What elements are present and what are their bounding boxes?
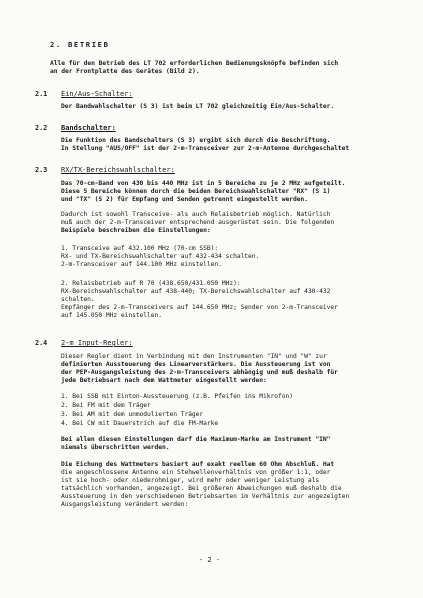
section-2-1-title: Ein/Aus-Schalter: [61,90,133,98]
heading-number: 2. [50,40,62,49]
intro-line-1: Alle für den Betrieb des LT 702 erforderlichen Bedienungsknöpfe befinden sich [50,60,339,67]
page-number: - 2 - [199,556,221,564]
section-2-3-p1-line-1: Das 70-cm-Band von 430 bis 440 MHz ist in 5 Bereiche zu je 2 MHz aufgeteilt. [61,180,346,187]
section-2-2-title: Bandschalter: [61,124,116,132]
section-2-4-p2-line-2: niemals überschritten werden. [61,444,170,451]
section-2-2-line-1: Die Funktion des Bandschalters (S 3) ergibt sich durch die Beschriftung. [61,137,331,144]
section-2-4-p1-line-2: definierten Aussteuerung des Linearverstärkers. Die Aussteuerung ist von [61,361,331,368]
section-2-2-number: 2.2 [35,124,48,132]
section-2-4-p3-line-1: Die Eichung des Wattmeters basiert auf exakt reellem 60 Ohm Abschluß. Hat [61,461,335,468]
section-2-3-p2-line-2: muß auch der 2-m-Transceiver entsprechend ausgerüstet sein. Die folgenden [61,219,335,226]
section-2-4-p3-line-3: ist sie hoch- oder niederohmiger, wird mehr oder weniger Leistung als [61,477,320,484]
section-2-4-p3-line-5: Aussteuerung in den verschiedenen Betriebsarten im Verhältnis zur angezeigten [61,493,350,500]
list-item-1: 1. Bei SSB mit Einton-Aussteuerung (z.B. Pfeifen ins Mikrofon) [61,393,293,400]
example-1-line-1: 1. Transceive auf 432.100 MHz (70-cm SSB): [61,245,219,252]
example-2-line-4: Empfänger des 2-m-Transceivers auf 144.650 MHz; Sender von 2-m-Transceiver [61,304,338,311]
section-2-3-number: 2.3 [35,166,48,174]
section-2-3-p2-line-3: Beispiele beschreiben die Einstellungen: [61,227,211,234]
example-2-line-5: auf 145.050 MHz einstellen. [61,312,163,319]
section-2-4-p1-line-4: jede Betriebsart nach dem Wattmeter eingestellt werden: [61,377,267,384]
intro-line-2: an der Frontplatte des Gerätes (Bild 2). [50,68,200,75]
section-2-4-p3-line-4: tatsächlich vorhanden, angezeigt. Bei größeren Abweichungen muß deshalb die [61,485,342,492]
section-2-2-line-2: In Stellung "AUS/OFF" ist der 2-m-Transceiver zur 2-m-Antenne durchgeschaltet [61,145,350,152]
section-2-1-text: Der Bandwahlschalter (S 3) ist beim LT 702 gleichzeitig Ein/Aus-Schalter. [61,103,335,110]
example-2-line-2: RX-Bereichswahlschalter auf 438-440; TX-Bereichswahlschalter auf 430-432 [61,288,331,295]
section-2-3-title: RX/TX-Bereichswahlschalter: [61,166,175,174]
section-2-1-number: 2.1 [35,90,48,98]
heading-title: BETRIEB [68,40,110,49]
section-2-4-p1-line-3: der PEP-Ausgangsleistung des 2-m-Transceivers abhängig und muß deshalb für [61,369,338,376]
section-2-4-number: 2.4 [35,339,48,347]
section-2-4-p2-line-1: Bei allen diesen Einstellungen darf die Maximum-Marke am Instrument "IN" [61,436,331,443]
section-2-4-p3-line-2: die angeschlossene Antenne ein Stehwellenverhältnis von größer 1:1, oder [61,469,331,476]
section-2-4-title: 2-m Input-Regler: [61,339,133,347]
example-1-line-3: 2-m-Transceiver auf 144.100 MHz einstellen. [61,261,222,268]
section-2-3-p1-line-2: Diese 5 Bereiche können durch die beiden Bereichswahlschalter "RX" (S 1) [61,188,331,195]
section-2-3-p2-line-1: Dadurch ist sowohl Transceive- als auch Relaisbetrieb möglich. Natürlich [61,211,331,218]
example-1-line-2: RX- und TX-Bereichswahlschalter auf 432-434 schalten. [61,253,260,260]
section-2-4-p1-line-1: Dieser Regler dient in Verbindung mit den Instrumenten "IN" und "W" zur [61,353,327,360]
list-item-2: 2. Bei FM mit dem Träger [61,402,151,409]
list-item-3: 3. Bei AM mit dem unmodulierten Träger [61,411,204,418]
section-2-4-p3-line-6: Ausgangsleistung verändert werden: [61,501,189,508]
section-2-3-p1-line-3: und "TX" (S 2) für Empfang und Senden getrennt eingestellt werden. [61,196,308,203]
example-2-line-1: 2. Relaisbetrieb auf R 70 (438.650/431.050 MHz): [61,280,241,287]
example-2-line-3: schalten. [61,296,95,303]
list-item-4: 4. Bei CW mit Dauerstrich auf die FM-Marke [61,420,219,427]
